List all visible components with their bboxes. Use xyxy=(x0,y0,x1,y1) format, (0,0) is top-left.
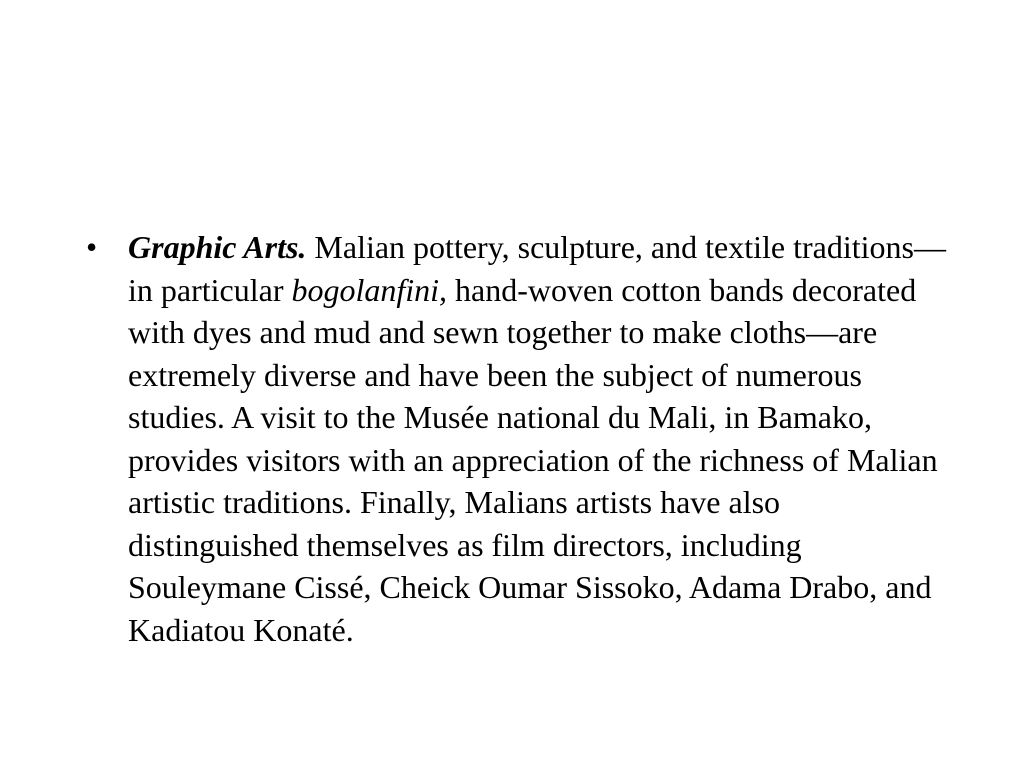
slide-body xyxy=(86,226,946,651)
bullet-icon: • xyxy=(86,229,98,265)
bullet-text-body: hand-woven cotton bands decorated with dyes and mud and sewn together to make cloths—are extremely diverse and have been the subject of numerous studies. A visit to the Musée national du Mali, in Bamako, provides visitors with an appreciation of the richness of Malian artistic traditions. Finally, Malians artists have also distinguished themselves as film directors, including Souleymane Cissé, Cheick Oumar Sissoko, Adama Drabo, and Kadiatou Konaté. xyxy=(128,271,938,648)
bullet-italic-term: bogolanfini, xyxy=(291,271,448,308)
bullet-term: Graphic Arts. xyxy=(128,229,307,265)
bullet-item xyxy=(86,226,946,651)
bullet-text-intro: Malian pottery, sculpture, and textile traditions—in particular xyxy=(128,229,946,308)
